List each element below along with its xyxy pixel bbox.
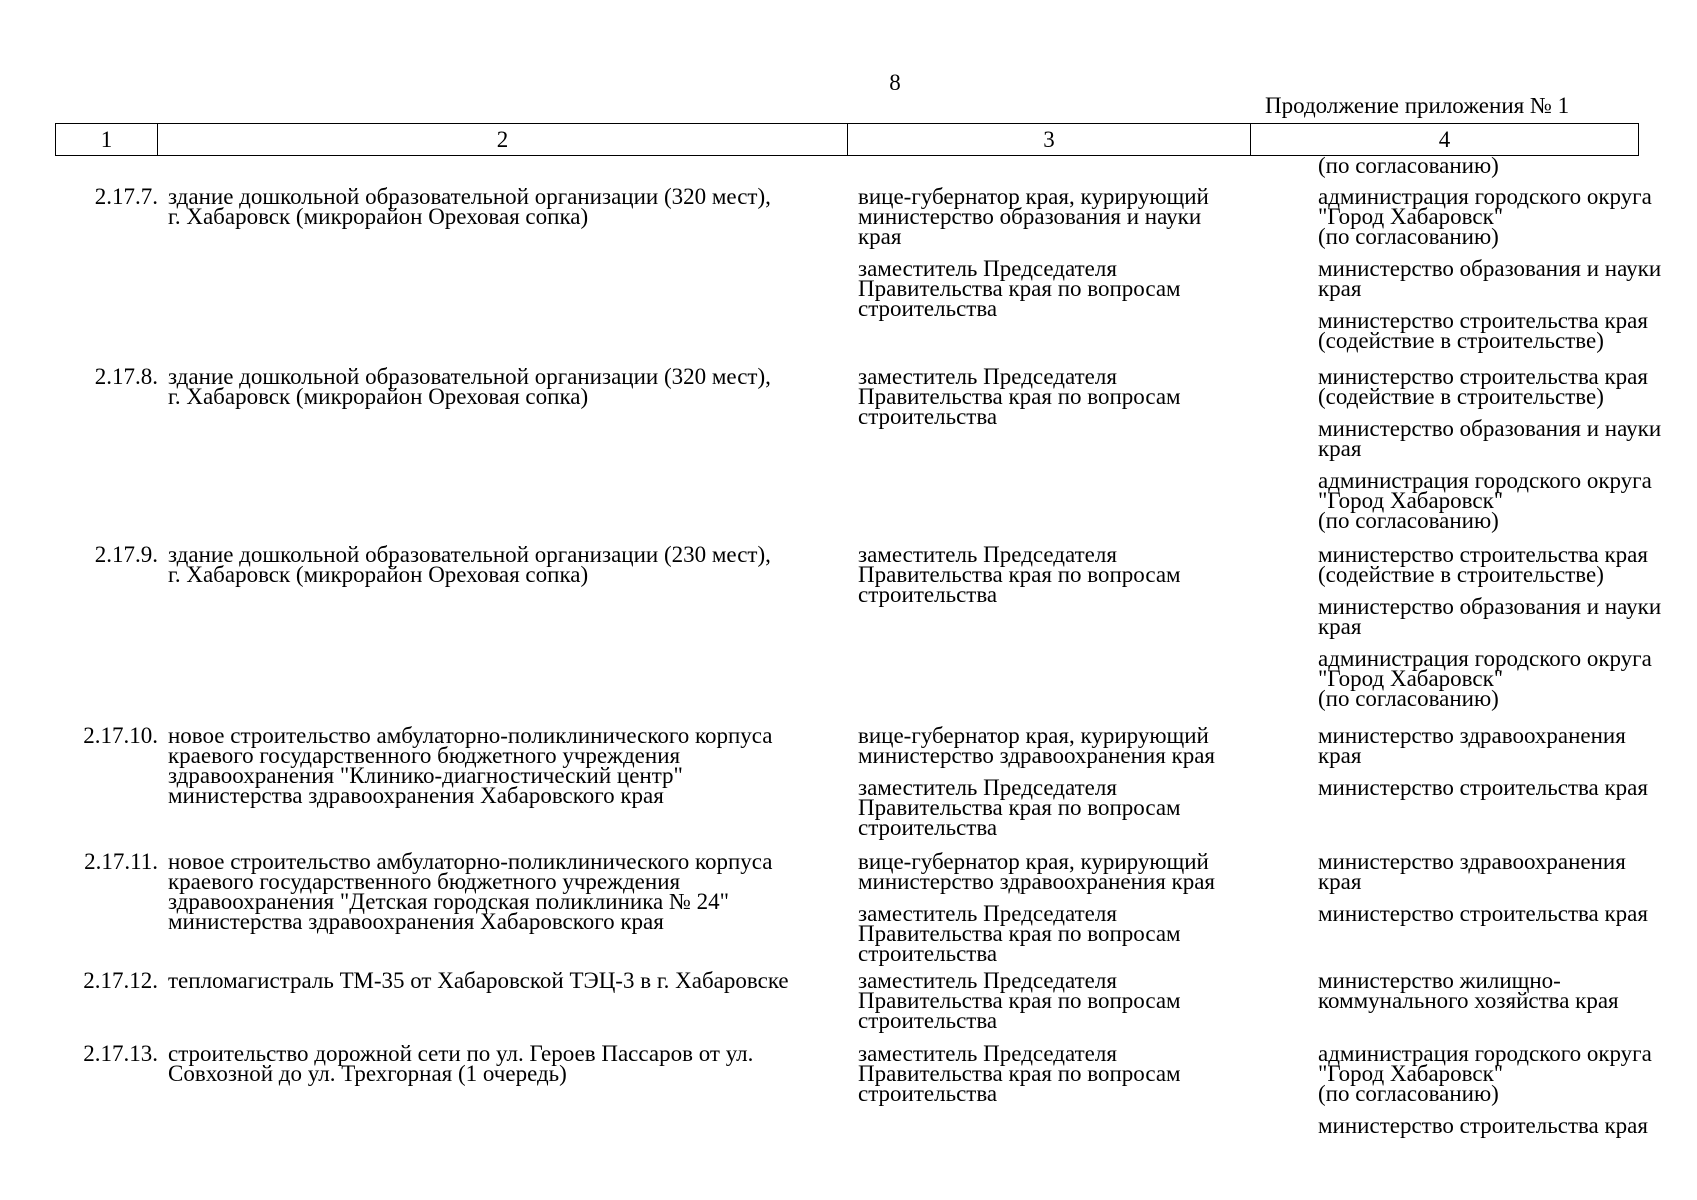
responsible-cell: [1318, 542, 1688, 721]
responsible-text: министерство строительства края (содействие в строительстве): [1318, 364, 1648, 409]
responsible-text: министерство строительства края: [1318, 1113, 1648, 1138]
object-name: здание дошкольной образовательной организации (320 мест), г. Хабаровск (микрорайон Ореховая сопка): [168, 364, 771, 409]
responsible-text: министерство здравоохранения края: [1318, 849, 1626, 894]
row-number: 2.17.12.: [83, 968, 158, 993]
row-number: 2.17.9.: [94, 542, 158, 567]
responsible-text: министерство жилищно- коммунального хозяйства края: [1318, 968, 1619, 1013]
carryover-text: (по согласованию): [1318, 153, 1499, 178]
curator-text: вице-губернатор края, курирующий министерство образования и науки края: [858, 184, 1209, 249]
column-header-2: 2: [158, 124, 848, 156]
responsible-text: администрация городского округа "Город Хабаровск" (по согласованию): [1318, 1041, 1652, 1106]
object-name: новое строительство амбулаторно-поликлинического корпуса краевого государственного бюджетного учреждения здравоохранения "Детская городская поликлиника № 24" министерства здравоохранения Хабаровского края: [168, 849, 773, 934]
column-header-row: [56, 124, 1639, 156]
responsible-text: министерство образования и науки края: [1318, 594, 1662, 639]
responsible-text: министерство здравоохранения края: [1318, 723, 1626, 768]
object-name: строительство дорожной сети по ул. Героев Пассаров от ул. Совхозной до ул. Трехгорная (1 очередь): [168, 1041, 754, 1086]
responsible-cell: [1318, 1041, 1688, 1148]
responsible-text: министерство образования и науки края: [1318, 256, 1662, 301]
curator-text: заместитель Председателя Правительства края по вопросам строительства: [858, 256, 1181, 321]
curator-text: заместитель Председателя Правительства края по вопросам строительства: [858, 1041, 1181, 1106]
curator-text: вице-губернатор края, курирующий министерство здравоохранения края: [858, 849, 1216, 894]
column-header-3: 3: [848, 124, 1251, 156]
curator-cell: [858, 364, 1258, 439]
responsible-cell: [1318, 184, 1688, 363]
curator-cell: [858, 849, 1258, 976]
responsible-text: администрация городского округа "Город Хабаровск" (по согласованию): [1318, 468, 1652, 533]
curator-cell: [858, 968, 1258, 1043]
row-number: 2.17.7.: [94, 184, 158, 209]
curator-text: заместитель Председателя Правительства края по вопросам строительства: [858, 968, 1181, 1033]
column-header-table: [55, 123, 1639, 156]
row-number: 2.17.10.: [83, 723, 158, 748]
responsible-cell: [1318, 849, 1688, 936]
responsible-text: администрация городского округа "Город Хабаровск" (по согласованию): [1318, 184, 1652, 249]
object-name: новое строительство амбулаторно-поликлинического корпуса краевого государственного бюджетного учреждения здравоохранения "Клинико-диагностический центр" министерства здравоохранения Хабаровского края: [168, 723, 773, 808]
responsible-text: министерство строительства края: [1318, 775, 1648, 800]
curator-cell: [858, 723, 1258, 850]
row-number: 2.17.13.: [83, 1041, 158, 1066]
responsible-text: министерство образования и науки края: [1318, 416, 1662, 461]
column-header-1: 1: [56, 124, 158, 156]
page-number: 8: [889, 70, 901, 95]
curator-cell: [858, 1041, 1258, 1116]
responsible-text: министерство строительства края: [1318, 901, 1648, 926]
curator-text: заместитель Председателя Правительства края по вопросам строительства: [858, 775, 1181, 840]
column-header-4: 4: [1251, 124, 1639, 156]
row-number: 2.17.11.: [84, 849, 158, 874]
object-name: здание дошкольной образовательной организации (230 мест), г. Хабаровск (микрорайон Ореховая сопка): [168, 542, 771, 587]
responsible-cell: [1318, 968, 1688, 1023]
object-name: тепломагистраль ТМ-35 от Хабаровской ТЭЦ-3 в г. Хабаровске: [168, 968, 789, 993]
curator-text: заместитель Председателя Правительства края по вопросам строительства: [858, 364, 1181, 429]
object-name: здание дошкольной образовательной организации (320 мест), г. Хабаровск (микрорайон Ореховая сопка): [168, 184, 771, 229]
responsible-text: министерство строительства края (содействие в строительстве): [1318, 542, 1648, 587]
curator-cell: [858, 184, 1258, 331]
curator-text: заместитель Председателя Правительства края по вопросам строительства: [858, 901, 1181, 966]
continuation-label: Продолжение приложения № 1: [1265, 93, 1570, 118]
responsible-cell: [1318, 364, 1688, 543]
curator-cell: [858, 542, 1258, 617]
curator-text: заместитель Председателя Правительства края по вопросам строительства: [858, 542, 1181, 607]
responsible-text: администрация городского округа "Город Хабаровск" (по согласованию): [1318, 646, 1652, 711]
row-number: 2.17.8.: [94, 364, 158, 389]
responsible-text: министерство строительства края (содействие в строительстве): [1318, 308, 1648, 353]
curator-text: вице-губернатор края, курирующий министерство здравоохранения края: [858, 723, 1216, 768]
responsible-cell: [1318, 723, 1688, 810]
